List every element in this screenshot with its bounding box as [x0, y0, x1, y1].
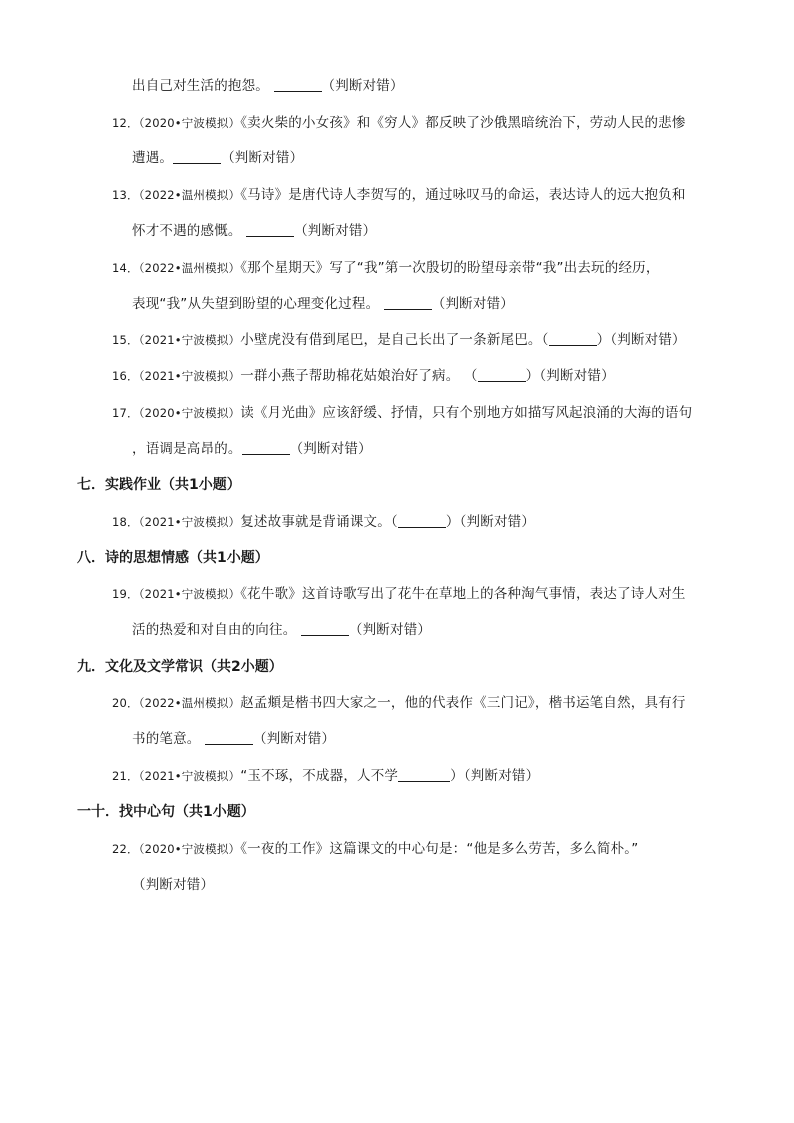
question-17-line-2: ，语调是高昂的。 （判断对错）: [132, 441, 372, 457]
question-16: 16．（2021•宁波模拟）一群小燕子帮助棉花姑娘治好了病。 （ ）（判断对错）: [112, 368, 615, 384]
question-22-line-1: 22．（2020•宁波模拟）《一夜的工作》这篇课文的中心句是：“他是多么劳苦，多么简朴。”: [112, 841, 639, 857]
section-heading-8: 八．诗的思想情感（共1小题）: [77, 550, 269, 566]
question-13-line-1: 13．（2022•温州模拟）《马诗》是唐代诗人李贺写的，通过咏叹马的命运，表达诗人的远大抱负和: [112, 187, 686, 203]
answer-blank-16[interactable]: [478, 367, 526, 382]
answer-blank-11[interactable]: [274, 77, 322, 92]
question-12-line-1: 12．（2020•宁波模拟）《卖火柴的小女孩》和《穷人》都反映了沙俄黑暗统治下，劳动人民的悲惨: [112, 115, 686, 131]
question-20-line-2: 书的笔意。 （判断对错）: [132, 731, 336, 747]
answer-blank-15[interactable]: [549, 331, 597, 346]
question-17-line-1: 17．（2020•宁波模拟）读《月光曲》应该舒缓、抒情，只有个别地方如描写风起浪涌的大海的语句: [112, 405, 693, 421]
question-12-line-2: 遭遇。 （判断对错）: [132, 150, 304, 166]
answer-blank-21[interactable]: [398, 767, 450, 782]
answer-blank-17[interactable]: [242, 440, 290, 455]
question-11-line-2: 出自己对生活的抱怨。 （判断对错）: [132, 78, 404, 94]
answer-blank-14[interactable]: [384, 295, 432, 310]
question-20-line-1: 20．（2022•温州模拟）赵孟頫是楷书四大家之一，他的代表作《三门记》，楷书运笔自然，具有行: [112, 695, 686, 711]
section-heading-7: 七．实践作业（共1小题）: [77, 477, 241, 493]
section-heading-10: 一十．找中心句（共1小题）: [77, 804, 255, 820]
answer-blank-20[interactable]: [205, 730, 253, 745]
section-heading-9: 九．文化及文学常识（共2小题）: [77, 659, 283, 675]
answer-blank-13[interactable]: [246, 222, 294, 237]
question-14-line-1: 14．（2022•温州模拟）《那个星期天》写了“我”第一次殷切的盼望母亲带“我”出去玩的经历，: [112, 260, 660, 276]
answer-blank-19[interactable]: [301, 621, 349, 636]
question-18: 18．（2021•宁波模拟）复述故事就是背诵课文。（ ）（判断对错）: [112, 514, 536, 530]
question-21: 21．（2021•宁波模拟）“玉不琢，不成器，人不学 ）（判断对错）: [112, 768, 540, 784]
question-22-line-2: （判断对错）: [132, 877, 215, 893]
question-14-line-2: 表现“我”从失望到盼望的心理变化过程。 （判断对错）: [132, 296, 514, 312]
answer-blank-12[interactable]: [173, 149, 221, 164]
question-15: 15．（2021•宁波模拟）小壁虎没有借到尾巴，是自己长出了一条新尾巴。（ ）（判断对错）: [112, 332, 686, 348]
answer-blank-18[interactable]: [398, 513, 446, 528]
question-13-line-2: 怀才不遇的感慨。 （判断对错）: [132, 223, 377, 239]
question-19-line-2: 活的热爱和对自由的向往。 （判断对错）: [132, 622, 432, 638]
question-19-line-1: 19．（2021•宁波模拟）《花牛歌》这首诗歌写出了花牛在草地上的各种淘气事情，表达了诗人对生: [112, 586, 686, 602]
